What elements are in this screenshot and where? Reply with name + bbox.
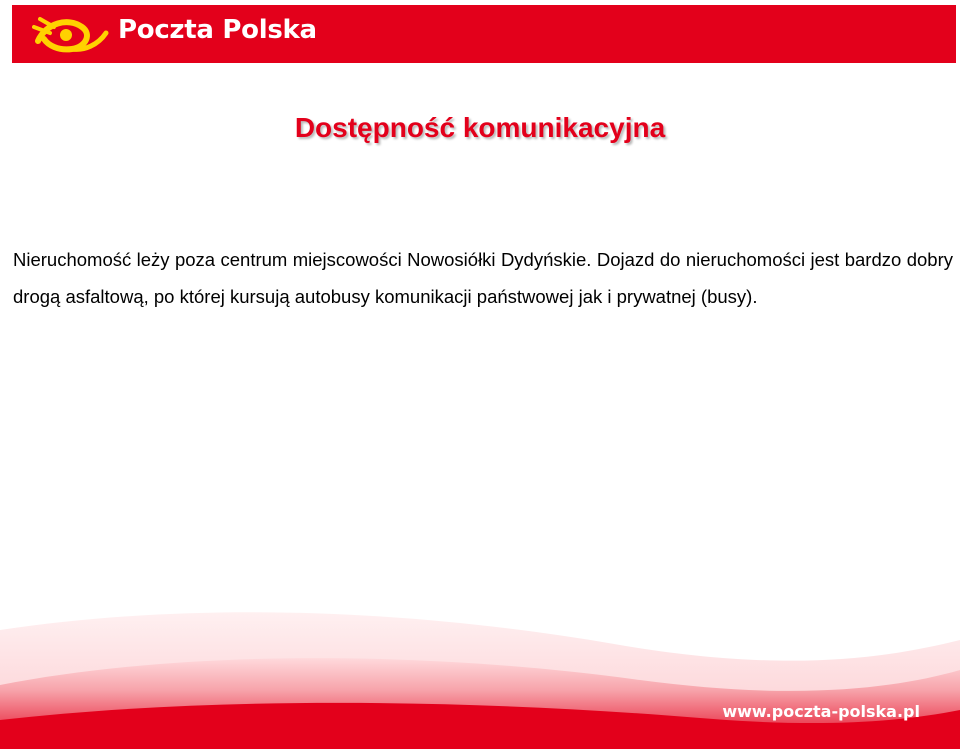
post-horn-icon [32,11,112,57]
slide-title: Dostępność komunikacyjna [294,112,666,143]
slide-body-text: Nieruchomość leży poza centrum miejscowości Nowosiółki Dydyńskie. Dojazd do nieruchomości jest bardzo dobry drogą asfaltową, po której kursują autobusy komunikacji państwowej jak i prywatnej (busy). [13,249,953,307]
footer-website-url[interactable]: www.poczta-polska.pl [722,702,920,721]
header-bar [12,5,956,63]
brand-name: Poczta Polska [118,15,317,45]
footer-wave-decoration [0,590,960,749]
